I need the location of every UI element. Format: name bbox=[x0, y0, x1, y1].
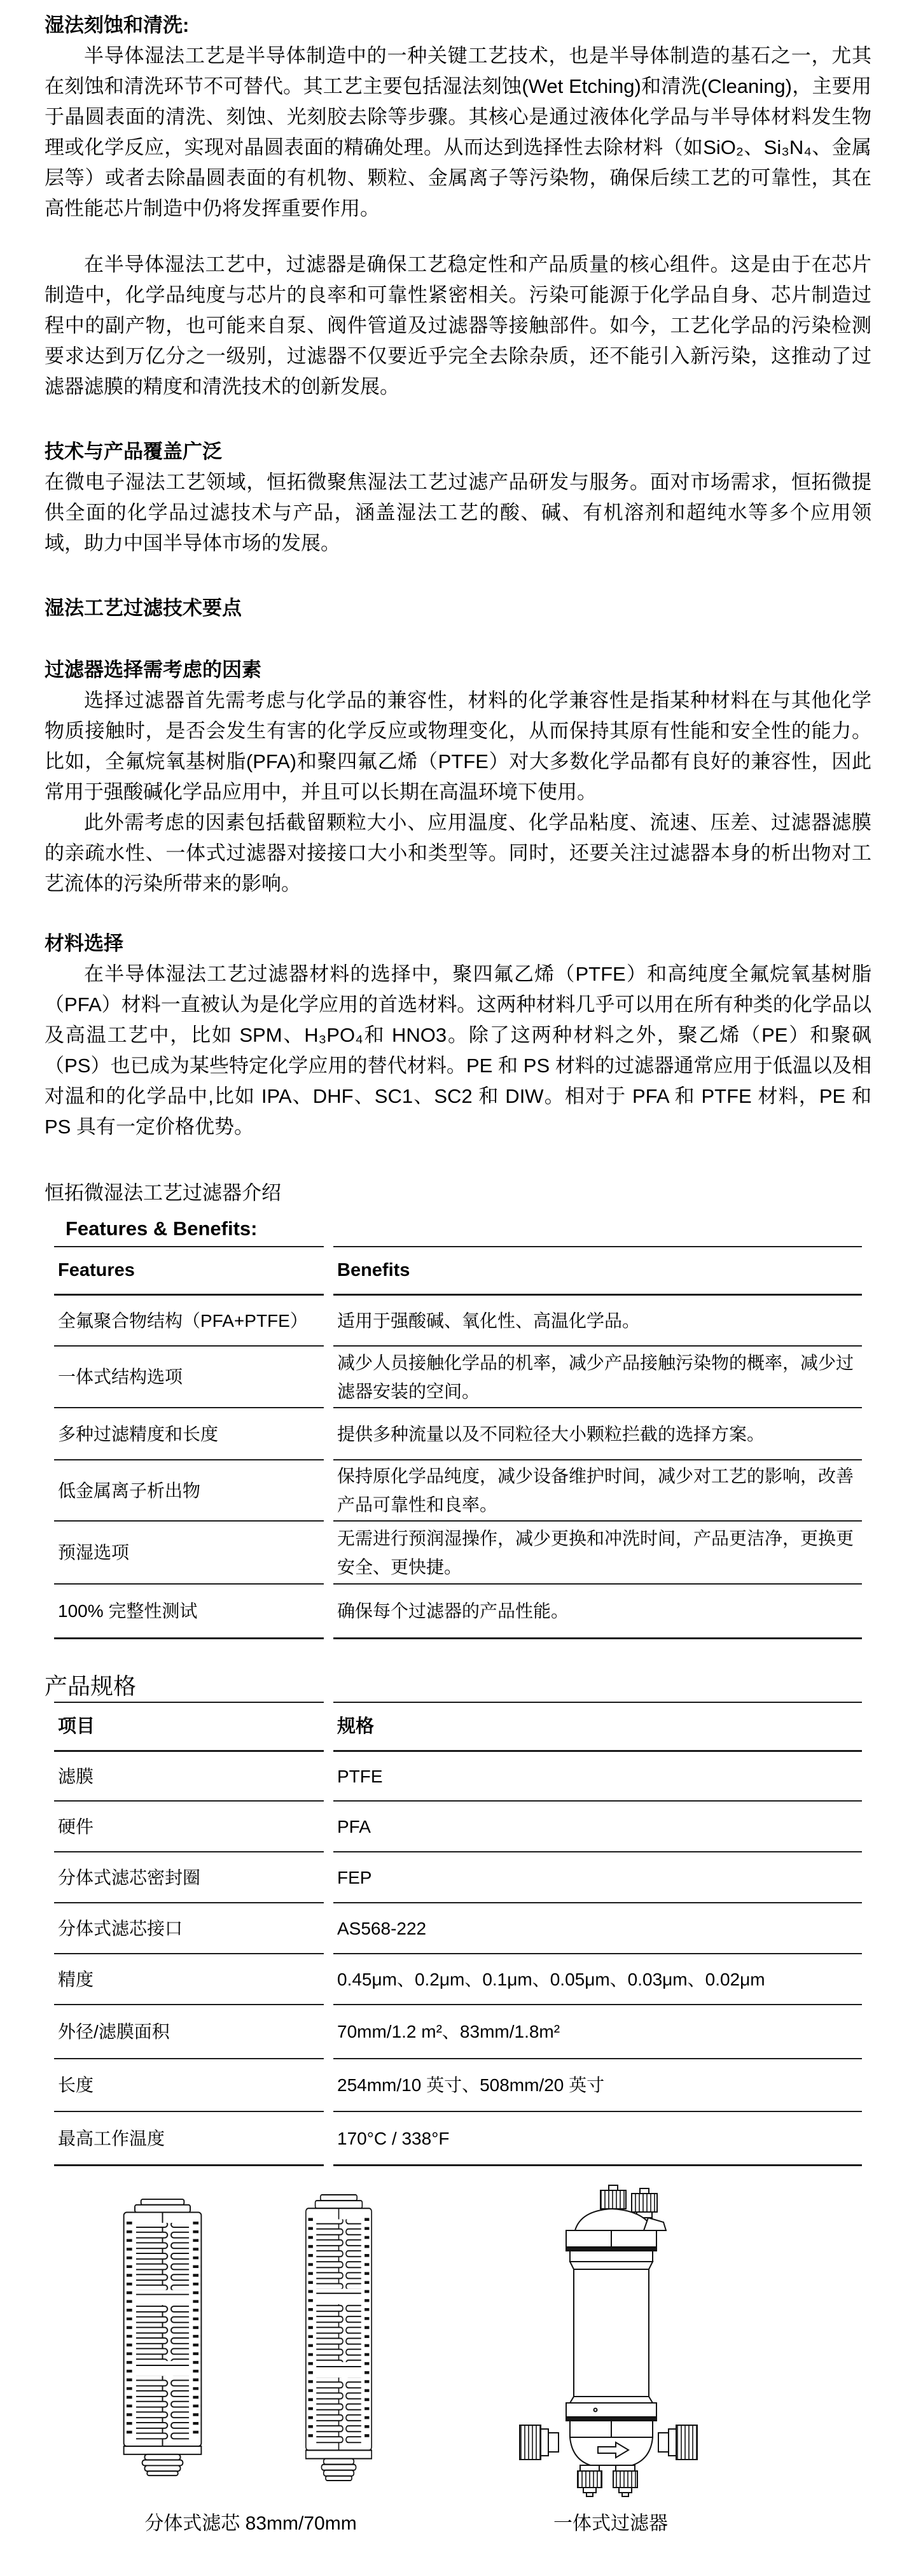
spec-item: 分体式滤芯接口 bbox=[54, 1903, 324, 1954]
fb-row bbox=[54, 1296, 862, 1347]
spec-row bbox=[54, 2112, 862, 2166]
spec-item: 外径/滤膜面积 bbox=[54, 2005, 324, 2059]
fb-header-row bbox=[54, 1246, 862, 1296]
paragraph-materials: 在半导体湿法工艺过滤器材料的选择中，聚四氟乙烯（PTFE）和高纯度全氟烷氧基树脂（PFA）材料一直被认为是化学应用的首选材料。这两种材料几乎可以用在所有种类的化学品以及高温工艺中，比如 SPM、H₃PO₄和 HNO3。除了这两种材料之外，聚乙烯（PE）和聚砜（PS）也已成为某些特定化学应用的替代材料。PE 和 PS 材料的过滤器通常应用于低温以及相对温和的化学品中,比如 IPA、DHF、SC1、SC2 和 DIW。相对于 PFA 和 PTFE 材料，PE 和 PS 具有一定价格优势。 bbox=[45, 963, 871, 1138]
fb-row bbox=[54, 1522, 862, 1585]
spec-value: 70mm/1.2 m²、83mm/1.8m² bbox=[333, 2005, 862, 2059]
product-figures bbox=[0, 2166, 916, 2568]
fb-feature: 多种过滤精度和长度 bbox=[54, 1408, 324, 1460]
spec-item: 硬件 bbox=[54, 1802, 324, 1852]
fb-row bbox=[54, 1460, 862, 1522]
spec-value: 170°C / 338°F bbox=[333, 2112, 862, 2166]
spec-item: 滤膜 bbox=[54, 1752, 324, 1802]
section-heading-filtration-points: 湿法工艺过滤技术要点 bbox=[45, 597, 242, 619]
fb-benefit: 减少人员接触化学品的机率，减少产品接触污染物的概率，减少过滤器安装的空间。 bbox=[333, 1347, 862, 1408]
document-page bbox=[45, 0, 871, 2568]
paragraph-filter-role: 在半导体湿法工艺中，过滤器是确保工艺稳定性和产品质量的核心组件。这是由于在芯片制造中，化学品纯度与芯片的良率和可靠性紧密相关。污染可能源于化学品自身、芯片制造过程中的副产物，也可能来自泵、阀件管道及过滤器等接触部件。如今，工艺化学品的污染检测要求达到万亿分之一级别，过滤器不仅要近乎完全去除杂质，还不能引入新污染，这推动了过滤器滤膜的精度和清洗技术的创新发展。 bbox=[45, 253, 871, 398]
split-cartridge-70mm-drawing bbox=[300, 2194, 378, 2483]
section-heading-product-intro: 恒拓微湿法工艺过滤器介绍 bbox=[45, 1182, 281, 1204]
paragraph-company-coverage: 在微电子湿法工艺领域，恒拓微聚焦湿法工艺过滤产品研发与服务。面对市场需求，恒拓微提供全面的化学品过滤技术与产品，涵盖湿法工艺的酸、碱、有机溶剂和超纯水等多个应用领域，助力中国半导体市场的发展。 bbox=[45, 471, 871, 554]
fb-feature: 100% 完整性测试 bbox=[54, 1585, 324, 1639]
spec-header-spec: 规格 bbox=[333, 1702, 862, 1752]
spec-row bbox=[54, 1903, 862, 1954]
section-heading-material-selection: 材料选择 bbox=[45, 932, 123, 955]
section-heading-tech-coverage: 技术与产品覆盖广泛 bbox=[45, 440, 222, 463]
fb-benefit: 确保每个过滤器的产品性能。 bbox=[333, 1585, 862, 1639]
spec-value: PFA bbox=[333, 1802, 862, 1852]
fb-row bbox=[54, 1408, 862, 1460]
split-cartridge-83mm-drawing bbox=[116, 2198, 209, 2478]
spec-value: FEP bbox=[333, 1852, 862, 1903]
section-heading-selection-factors: 过滤器选择需考虑的因素 bbox=[45, 659, 261, 681]
fb-benefit: 提供多种流量以及不同粒径大小颗粒拦截的选择方案。 bbox=[333, 1408, 862, 1460]
fb-feature: 低金属离子析出物 bbox=[54, 1460, 324, 1522]
spec-header-row bbox=[54, 1702, 862, 1752]
fb-benefit: 无需进行预润湿操作，减少更换和冲洗时间，产品更洁净，更换更安全、更快捷。 bbox=[333, 1522, 862, 1585]
paragraph-wet-process-intro: 半导体湿法工艺是半导体制造中的一种关键工艺技术，也是半导体制造的基石之一，尤其在刻蚀和清洗环节不可替代。其工艺主要包括湿法刻蚀(Wet Etching)和清洗(Cleaning)，主要用于晶圆表面的清洗、刻蚀、光刻胶去除等步骤。其核心是通过液体化学品与半导体材料发生物理或化学反应，实现对晶圆表面的精确处理。从而达到选择性去除材料（如SiO₂、Si₃N₄、金属层等）或者去除晶圆表面的有机物、颗粒、金属离子等污染物，确保后续工艺的可靠性，其在高性能芯片制造中仍将发挥重要作用。 bbox=[45, 45, 871, 220]
fb-feature: 一体式结构选项 bbox=[54, 1347, 324, 1408]
spec-value: PTFE bbox=[333, 1752, 862, 1802]
caption-split-cartridge: 分体式滤芯 83mm/70mm bbox=[144, 2513, 357, 2534]
spec-row bbox=[54, 1752, 862, 1802]
spec-row bbox=[54, 1852, 862, 1903]
page-title: 湿法刻蚀和清洗: bbox=[45, 14, 190, 36]
spec-row bbox=[54, 2059, 862, 2112]
fb-benefit: 适用于强酸碱、氧化性、高温化学品。 bbox=[333, 1296, 862, 1347]
spec-row bbox=[54, 1802, 862, 1852]
features-benefits-table bbox=[54, 1246, 862, 1639]
spec-item: 分体式滤芯密封圈 bbox=[54, 1852, 324, 1903]
fb-header-features: Features bbox=[54, 1246, 324, 1296]
fb-row bbox=[54, 1585, 862, 1639]
paragraph-other-factors: 此外需考虑的因素包括截留颗粒大小、应用温度、化学品粘度、流速、压差、过滤器滤膜的亲疏水性、一体式过滤器对接接口大小和类型等。同时，还要关注过滤器本身的析出物对工艺流体的污染所带来的影响。 bbox=[45, 811, 871, 895]
product-spec-table bbox=[54, 1702, 862, 2166]
fb-feature: 全氟聚合物结构（PFA+PTFE） bbox=[54, 1296, 324, 1347]
paragraph-compatibility: 选择过滤器首先需考虑与化学品的兼容性，材料的化学兼容性是指某种材料在与其他化学物质接触时，是否会发生有害的化学反应或物理变化，从而保持其原有性能和安全性的能力。比如，全氟烷氧基树脂(PFA)和聚四氟乙烯（PTFE）对大多数化学品都有良好的兼容性，因此常用于强酸碱化学品应用中，并且可以长期在高温环境下使用。 bbox=[45, 689, 871, 803]
inline-filter-drawing bbox=[519, 2185, 698, 2497]
spec-value: 0.45μm、0.2μm、0.1μm、0.05μm、0.03μm、0.02μm bbox=[333, 1954, 862, 2005]
spec-value: AS568-222 bbox=[333, 1903, 862, 1954]
fb-benefit: 保持原化学品纯度，减少设备维护时间，减少对工艺的影响，改善产品可靠性和良率。 bbox=[333, 1460, 862, 1522]
spec-item: 最高工作温度 bbox=[54, 2112, 324, 2166]
fb-row bbox=[54, 1347, 862, 1408]
spec-item: 精度 bbox=[54, 1954, 324, 2005]
spec-value: 254mm/10 英寸、508mm/20 英寸 bbox=[333, 2059, 862, 2112]
spec-item: 长度 bbox=[54, 2059, 324, 2112]
section-heading-product-specs: 产品规格 bbox=[45, 1673, 137, 1699]
features-benefits-label: Features & Benefits: bbox=[66, 1217, 258, 1240]
caption-inline-filter: 一体式过滤器 bbox=[553, 2513, 668, 2534]
fb-header-benefits: Benefits bbox=[333, 1246, 862, 1296]
spec-header-item: 项目 bbox=[54, 1702, 324, 1752]
spec-row bbox=[54, 2005, 862, 2059]
spec-row bbox=[54, 1954, 862, 2005]
fb-feature: 预湿选项 bbox=[54, 1522, 324, 1585]
